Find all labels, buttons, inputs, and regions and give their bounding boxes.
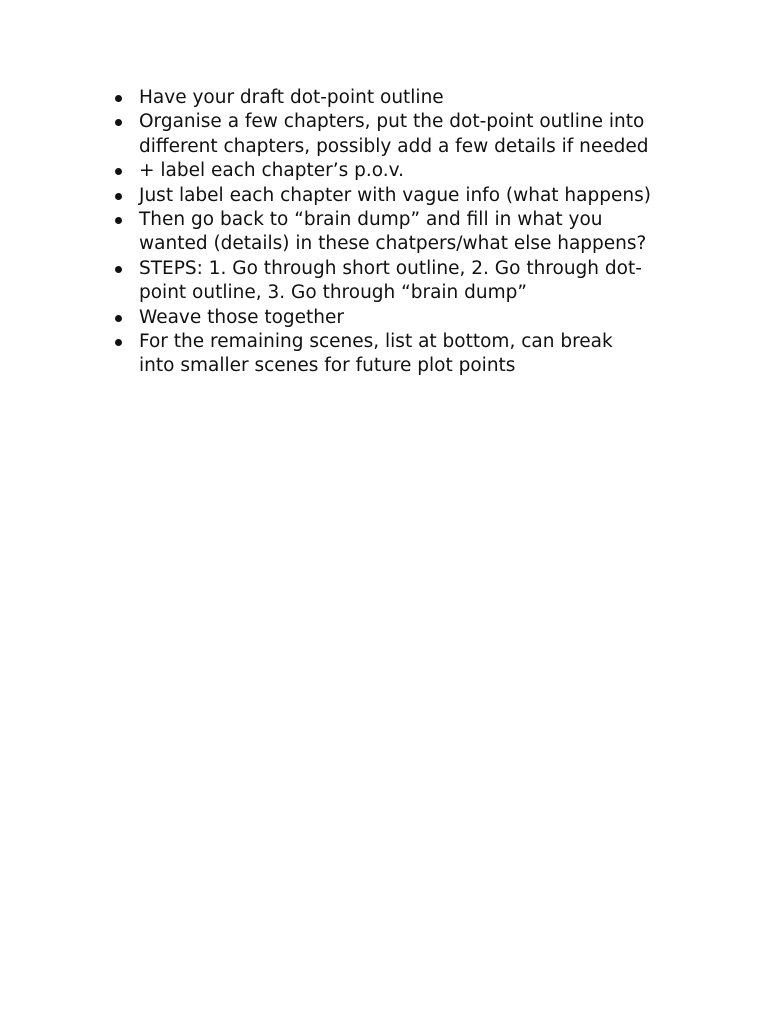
bullet-icon: [115, 315, 122, 322]
bullet-icon: [115, 339, 122, 346]
list-item: [112, 257, 692, 306]
list-item-text: Then go back to “brain dump” and fill in what you wanted (details) in these chatpers/what else happens?: [139, 209, 647, 255]
list-item-text: Just label each chapter with vague info (what happens): [139, 184, 651, 206]
bullet-icon: [115, 119, 122, 126]
list-item-text: Weave those together: [139, 306, 344, 328]
list-item: [112, 306, 692, 330]
list-item-text: Organise a few chapters, put the dot-point outline into different chapters, possibly add a few details if needed: [139, 111, 649, 157]
list-item: [112, 110, 692, 159]
list-item: [112, 184, 692, 208]
bullet-icon: [115, 217, 122, 224]
bullet-list: [112, 86, 692, 379]
list-item-text: Have your draft dot-point outline: [139, 87, 444, 108]
bullet-icon: [115, 95, 122, 102]
list-item: [112, 159, 692, 183]
list-item: [112, 86, 692, 110]
list-item-text: + label each chapter’s p.o.v.: [139, 160, 405, 182]
list-item-text: STEPS: 1. Go through short outline, 2. Go through dot- point outline, 3. Go through “brain dump”: [139, 257, 642, 304]
bullet-icon: [115, 193, 122, 200]
bullet-icon: [115, 168, 122, 175]
list-item-text: For the remaining scenes, list at bottom, can break into smaller scenes for future plot points: [139, 331, 613, 377]
list-item: [112, 330, 692, 379]
bullet-icon: [115, 266, 122, 273]
list-item: [112, 208, 692, 257]
